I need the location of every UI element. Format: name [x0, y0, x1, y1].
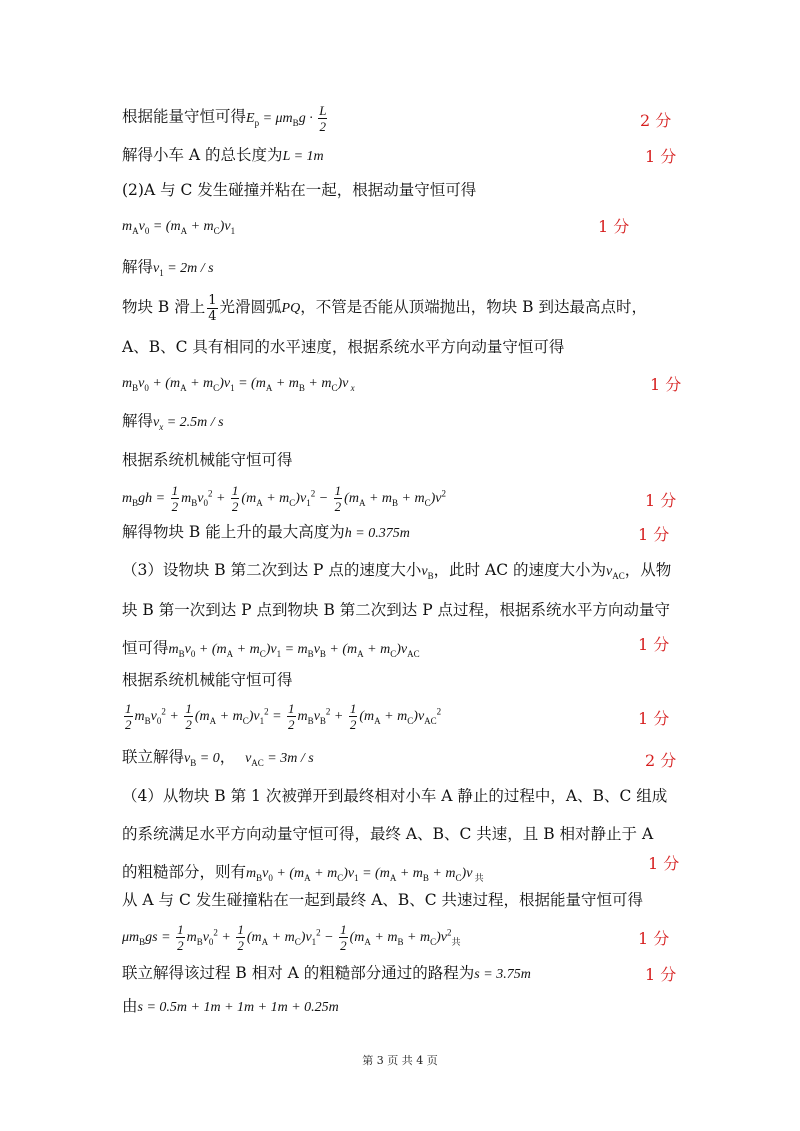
score-mark: 1 分: [638, 709, 670, 728]
energy-equation-3: [122, 702, 682, 731]
line-text: 联立解得该过程 B 相对 A 的粗糙部分通过的路程为: [122, 964, 475, 982]
line-text: ，从物块 B 第一次到达 P 点到物块 B 第二次到达 P 点过程，根据系统水平方向动量守恒可得: [122, 561, 672, 657]
line-text: （3）设物块 B 第二次到达 P 点的速度大小: [122, 561, 422, 579]
score-mark: 1 分: [638, 929, 670, 948]
line-text: 解得: [122, 258, 154, 276]
line-text: 联立解得: [122, 748, 185, 766]
part3-paragraph: [122, 551, 672, 669]
formula: s = 0.5m + 1m + 1m + 1m + 0.25m: [137, 1000, 339, 1015]
formula: $E_p = \mu m_Bg$ · $\frac{L}{2}$: [246, 103, 327, 134]
formula: L = 1m: [282, 149, 324, 164]
vx-result-line: [122, 410, 682, 434]
line-text: ，此时 AC 的速度大小为: [433, 561, 607, 579]
height-result-line: [122, 521, 682, 545]
formula: s = 3.75m: [474, 967, 531, 982]
formula: $v_1 = 2m / s$: [153, 261, 214, 278]
score-mark: 2 分: [640, 111, 672, 130]
part4-paragraph: [122, 777, 672, 893]
formula: $v_B$: [421, 564, 434, 581]
formula: $m_Bv_0 + (m_A + m_C)v_1 = (m_A + m_B + m_C)v$ $_共$: [246, 866, 484, 883]
v1-result-line: [122, 256, 682, 280]
line-text: 物块 B 滑上: [122, 298, 206, 316]
formula: $\mu m_Bgs$ = $\frac{1}{2}$ $m_Bv_0^2$ + $\frac{1}{2}$ $(m_A + m_C)v_1^2$ − $\frac{1}{2}$ $(m_A + m_B + m_C)v^2_共$: [122, 922, 461, 953]
score-mark: 1 分: [650, 375, 682, 394]
energy-equation-line: [122, 104, 682, 133]
score-mark: 1 分: [645, 147, 677, 166]
part2-heading: (2)A 与 C 发生碰撞并粘在一起，根据动量守恒可得: [122, 181, 477, 199]
line-text: 解得: [122, 412, 154, 430]
mech-energy-heading-1: 根据系统机械能守恒可得: [122, 451, 293, 469]
line-text: ，不管是否能从顶端抛出，物块 B 到达最高点时，A、B、C 具有相同的水平速度，根据系统水平方向动量守恒可得: [122, 298, 647, 356]
energy-equation-2: [122, 484, 682, 513]
score-mark: 1 分: [638, 635, 670, 654]
path-breakdown-line: [122, 995, 682, 1019]
formula: $m_Bv_0 + (m_A + m_C)v_1 = (m_A + m_B + m_C)v$ $_x$: [122, 376, 355, 393]
line-text: 根据能量守恒可得: [122, 107, 247, 126]
line-text: 由: [122, 997, 138, 1015]
vb-vac-result-line: 联立解得$v_B = 0$， $v_{AC} = 3m / s$: [122, 748, 314, 768]
formula: $\frac{1}{2}$ $m_Bv_0^2$ + $\frac{1}{2}$ $(m_A + m_C)v_1^2$ = $\frac{1}{2}$ $m_Bv_B^2$ + $\frac{1}{2}$ $(m_A + m_C)v_{AC}^2$: [125, 701, 442, 732]
formula: $v_{AC} = 3m / s$: [245, 751, 314, 768]
path-result-line: [122, 962, 682, 986]
momentum-equation-2: [122, 371, 682, 395]
formula: $m_Av_0 = (m_A + m_C)v_1$: [122, 219, 236, 236]
line-text: 解得小车 A 的总长度为: [122, 146, 283, 164]
energy-heading-final: 从 A 与 C 发生碰撞粘在一起到最终 A、B、C 共速过程，根据能量守恒可得: [122, 891, 644, 909]
formula: $m_Bgh$ = $\frac{1}{2}$ $m_Bv_0^2$ + $\frac{1}{2}$ $(m_A + m_C)v_1^2$ − $\frac{1}{2}$ $(m_A + m_B + m_C)v^2$: [122, 483, 447, 514]
score-mark: 1 分: [648, 854, 680, 873]
score-mark: 2 分: [645, 751, 677, 770]
length-result-line: [122, 144, 682, 168]
formula: $v_x = 2.5m / s$: [153, 415, 224, 432]
mech-energy-heading-2: 根据系统机械能守恒可得: [122, 671, 293, 689]
line-text: 解得物块 B 能上升的最大高度为: [122, 523, 345, 541]
formula: $v_B = 0$: [184, 751, 220, 768]
formula: $m_Bv_0 + (m_A + m_C)v_1 = m_Bv_B + (m_A + m_C)v_{AC}$: [168, 642, 420, 659]
score-mark: 1 分: [638, 525, 670, 544]
energy-equation-4: [122, 923, 682, 952]
score-mark: 1 分: [598, 217, 630, 236]
arc-label: PQ: [281, 301, 301, 316]
line-text: （4）从物块 B 第 1 次被弹开到最终相对小车 A 静止的过程中，A、B、C 组成的系统满足水平方向动量守恒可得，最终 A、B、C 共速，且 B 相对静止于 A 的粗糙部分，则有: [122, 787, 668, 881]
quarter-fraction: $\frac{1}{4}$: [208, 292, 217, 324]
line-text: 光滑圆弧: [219, 298, 282, 316]
formula: h = 0.375m: [344, 526, 410, 541]
score-mark: 1 分: [645, 965, 677, 984]
page-number-footer: 第 3 页 共 4 页: [362, 1054, 438, 1067]
arc-paragraph: [122, 288, 672, 366]
score-mark: 1 分: [645, 491, 677, 510]
formula: $v_{AC}$: [606, 564, 625, 581]
